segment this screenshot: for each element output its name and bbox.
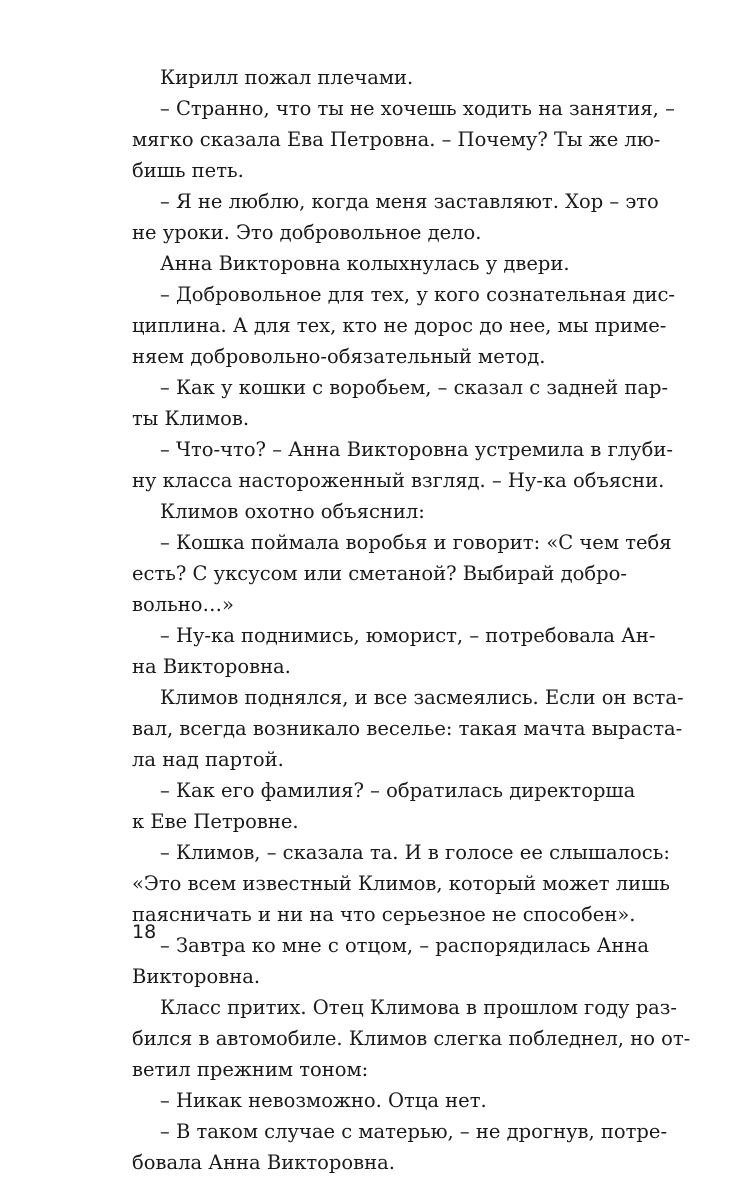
text-line: паясничать и ни на что серьезное не способен». xyxy=(132,903,636,926)
text-line: Класс притих. Отец Климова в прошлом году раз- xyxy=(160,996,678,1019)
text-line: Климов поднялся, и все засмеялись. Если он вста- xyxy=(160,686,684,709)
text-line: – Добровольное для тех, у кого сознательная дис- xyxy=(160,283,675,306)
text-line: Викторовна. xyxy=(132,965,261,988)
page-number: 18 xyxy=(132,921,157,943)
text-line: ветил прежним тоном: xyxy=(132,1058,369,1081)
text-line: циплина. А для тех, кто не дорос до нее, мы приме- xyxy=(132,314,667,337)
text-line: бился в автомобиле. Климов слегка побледнел, но от- xyxy=(132,1027,691,1050)
text-line: – Как его фамилия? – обратилась директорша xyxy=(160,779,636,802)
text-line: бишь петь. xyxy=(132,159,244,182)
text-line: – Климов, – сказала та. И в голосе ее слышалось: xyxy=(160,841,670,864)
text-line: – Что-что? – Анна Викторовна устремила в глуби- xyxy=(160,438,673,461)
text-line: – Завтра ко мне с отцом, – распорядилась Анна xyxy=(160,934,649,957)
text-line: – В таком случае с матерью, – не дрогнув, потре- xyxy=(160,1120,668,1143)
text-line: Кирилл пожал плечами. xyxy=(160,66,414,89)
text-line: – Я не люблю, когда меня заставляют. Хор – это xyxy=(160,190,659,213)
text-line: бовала Анна Викторовна. xyxy=(132,1151,395,1174)
text-line: Климов охотно объяснил: xyxy=(160,500,425,523)
text-line: Анна Викторовна колыхнулась у двери. xyxy=(160,252,570,275)
text-line: есть? С уксусом или сметаной? Выбирай добро- xyxy=(132,562,627,585)
text-line: на Викторовна. xyxy=(132,655,291,678)
text-line: ну класса настороженный взгляд. – Ну-ка объясни. xyxy=(132,469,665,492)
text-line: – Кошка поймала воробья и говорит: «С чем тебя xyxy=(160,531,672,554)
text-line: ты Климов. xyxy=(132,407,250,430)
text-line: не уроки. Это добровольное дело. xyxy=(132,221,482,244)
text-line: няем добровольно-обязательный метод. xyxy=(132,345,546,368)
text-line: «Это всем известный Климов, который может лишь xyxy=(132,872,670,895)
text-line: – Странно, что ты не хочешь ходить на занятия, – xyxy=(160,97,675,120)
text-line: ла над партой. xyxy=(132,748,284,771)
text-line: – Ну-ка поднимись, юморист, – потребовала Ан- xyxy=(160,624,656,647)
text-line: мягко сказала Ева Петровна. – Почему? Ты же лю- xyxy=(132,128,661,151)
text-line: – Никак невозможно. Отца нет. xyxy=(160,1089,487,1112)
body-text xyxy=(132,62,691,1178)
text-line: – Как у кошки с воробьем, – сказал с задней пар- xyxy=(160,376,669,399)
text-line: к Еве Петровне. xyxy=(132,810,299,833)
text-line: вал, всегда возникало веселье: такая мачта выраста- xyxy=(132,717,683,740)
text-line: вольно…» xyxy=(132,593,234,616)
